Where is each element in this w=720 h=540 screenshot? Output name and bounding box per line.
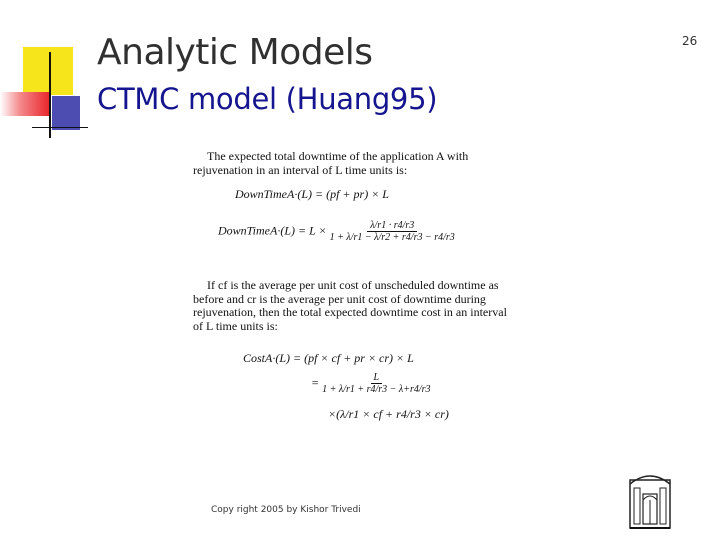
- page-number: 26: [682, 34, 698, 48]
- slide-subtitle: CTMC model (Huang95): [97, 82, 438, 116]
- slide-title: Analytic Models: [97, 32, 373, 73]
- fraction-numerator: λ/r1 · r4/r3: [367, 220, 417, 232]
- duke-chapel-logo-icon: [628, 470, 672, 530]
- equation-lhs: DownTimeA·(L) = L ×: [218, 223, 327, 238]
- equation-cost-line2: [311, 372, 509, 395]
- fraction-denominator: 1 + λ/r1 − λ/r2 + r4/r3 − r4/r3: [329, 232, 455, 243]
- cost-fraction-denominator: 1 + λ/r1 + r4/r3 − λ+r4/r3: [322, 384, 431, 395]
- equation-downtime-simple: DownTimeA·(L) = (pf + pr) × L: [235, 187, 389, 201]
- fraction: [330, 220, 455, 243]
- deco-blue-block: [52, 96, 80, 130]
- equation-downtime-fraction: [218, 220, 509, 243]
- equation-cost-line3: ×(λ/r1 × cf + r4/r3 × cr): [328, 407, 449, 421]
- copyright-footer: Copy right 2005 by Kishor Trivedi: [211, 505, 361, 515]
- deco-yellow-block: [23, 47, 73, 95]
- deco-horizontal-line: [32, 127, 88, 128]
- equation-cost-line1: CostA·(L) = (pf × cf + pr × cr) × L: [243, 351, 414, 365]
- equals-sign: =: [311, 375, 323, 390]
- deco-red-block: [0, 92, 50, 116]
- paragraph-downtime: The expected total downtime of the application A with rejuvenation in an interval of L time units is:: [193, 149, 469, 177]
- scanned-text-block: [193, 150, 509, 422]
- cost-fraction-numerator: L: [371, 372, 383, 384]
- cost-fraction: [322, 372, 430, 395]
- deco-vertical-line: [49, 52, 51, 138]
- paragraph-cost: If cf is the average per unit cost of unscheduled downtime as before and cr is the average per unit cost of downtime during rejuvenation, then the total expected downtime cost in an interval of L time units is:: [193, 278, 507, 333]
